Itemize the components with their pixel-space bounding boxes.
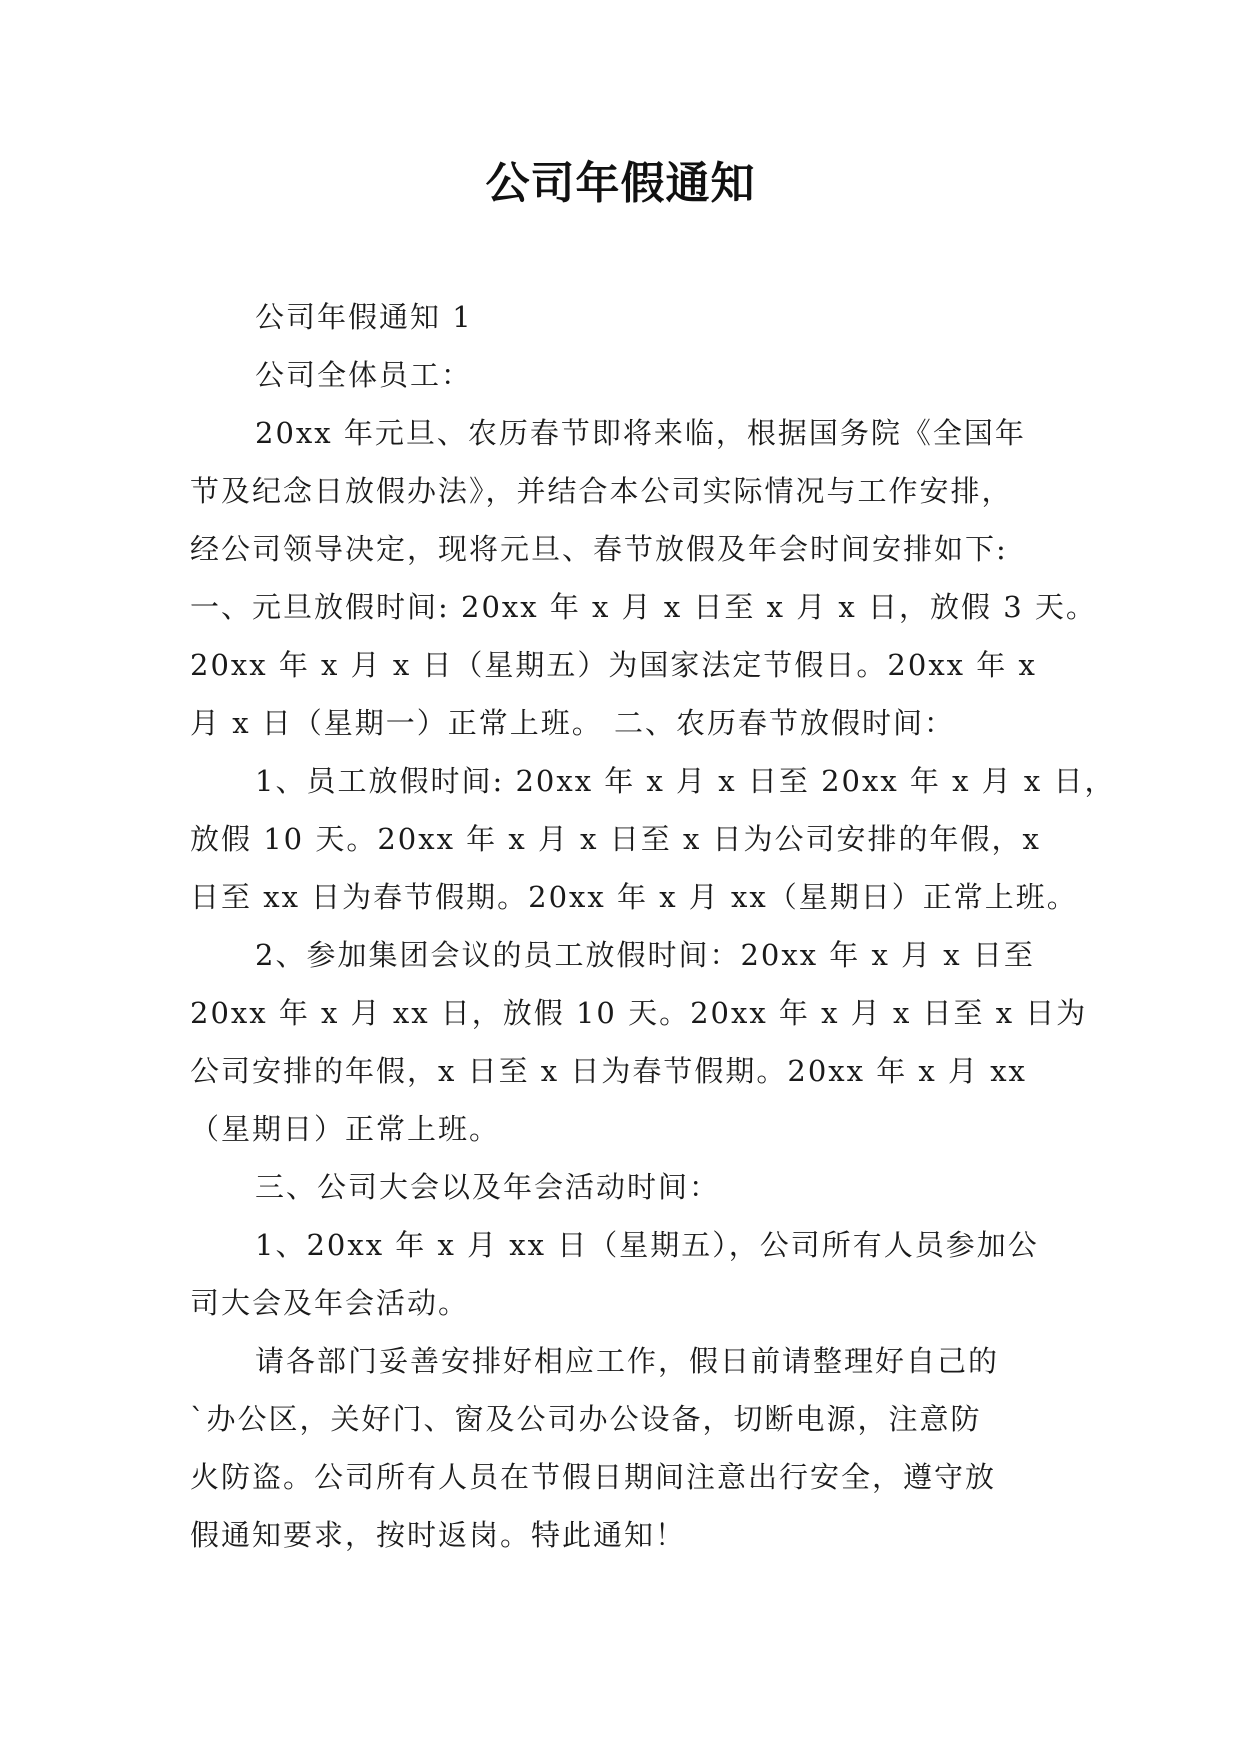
body-line: 公司年假通知 1 (255, 300, 473, 334)
document-body (190, 288, 1116, 1564)
body-line: 20xx 年元旦、农历春节即将来临，根据国务院《全国年 (255, 416, 1026, 450)
body-line: 放假 10 天。20xx 年 x 月 x 日至 x 日为公司安排的年假，x (190, 822, 1041, 856)
body-line: 三、公司大会以及年会活动时间： (255, 1170, 721, 1204)
body-line: 月 x 日（星期一）正常上班。 二、农历春节放假时间： (190, 706, 956, 740)
body-line: 公司全体员工： (255, 358, 473, 392)
body-line: （星期日）正常上班。 (190, 1112, 501, 1146)
body-line: 1、20xx 年 x 月 xx 日（星期五），公司所有人员参加公 (255, 1228, 1039, 1262)
body-line: 一、元旦放假时间: 20xx 年 x 月 x 日至 x 月 x 日，放假 3 天。 (190, 590, 1097, 624)
body-line: 假通知要求，按时返岗。特此通知！ (190, 1518, 687, 1552)
body-line: 司大会及年会活动。 (190, 1286, 470, 1320)
body-line: 2、参加集团会议的员工放假时间：20xx 年 x 月 x 日至 (255, 938, 1035, 972)
body-line: 经公司领导决定，现将元旦、春节放假及年会时间安排如下: (190, 532, 1008, 566)
body-line: 请各部门妥善安排好相应工作，假日前请整理好自己的 (255, 1344, 1000, 1378)
body-line: 节及纪念日放假办法》，并结合本公司实际情况与工作安排， (190, 474, 1013, 508)
body-line: 20xx 年 x 月 xx 日，放假 10 天。20xx 年 x 月 x 日至 x 日为 (190, 996, 1088, 1030)
body-line: `办公区，关好门、窗及公司办公设备，切断电源，注意防 (190, 1402, 982, 1436)
document-title: 公司年假通知 (485, 158, 756, 209)
body-line: 日至 xx 日为春节假期。20xx 年 x 月 xx（星期日）正常上班。 (190, 880, 1078, 914)
body-line: 公司安排的年假，x 日至 x 日为春节假期。20xx 年 x 月 xx (190, 1054, 1027, 1088)
body-line: 火防盗。公司所有人员在节假日期间注意出行安全，遵守放 (190, 1460, 997, 1494)
body-line: 1、员工放假时间: 20xx 年 x 月 x 日至 20xx 年 x 月 x 日， (255, 764, 1116, 798)
body-line: 20xx 年 x 月 x 日（星期五）为国家法定节假日。20xx 年 x (190, 648, 1037, 682)
